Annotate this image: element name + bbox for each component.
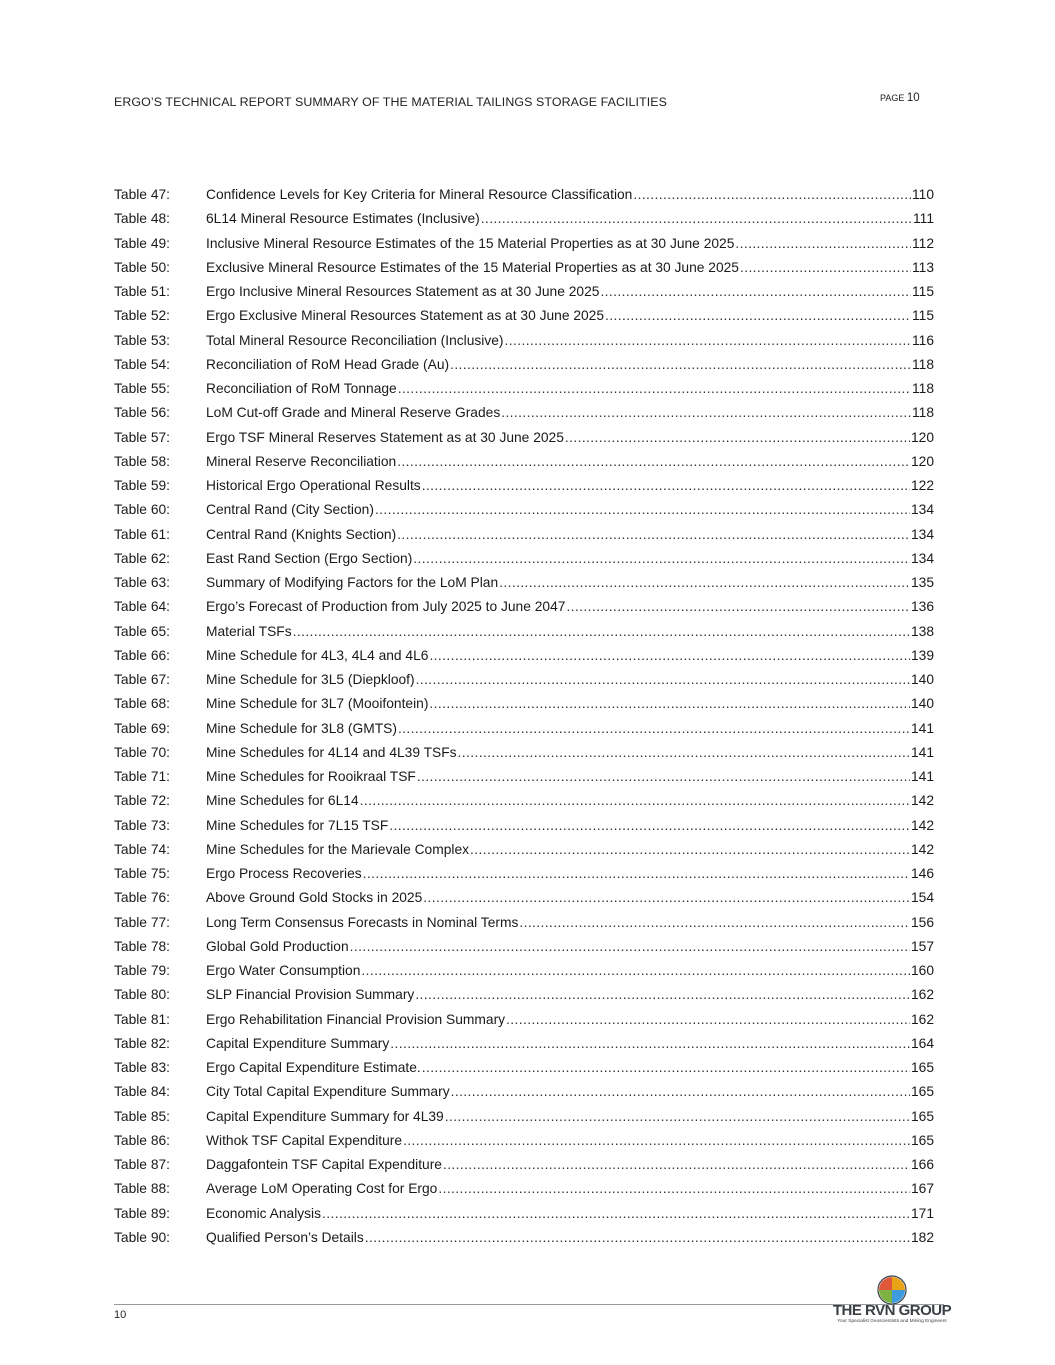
toc-entry-page: 140 [910, 696, 934, 712]
logo-mark-icon [877, 1275, 907, 1305]
toc-entry[interactable] [114, 644, 934, 668]
toc-entry[interactable] [114, 1129, 934, 1153]
toc-entry-page: 134 [910, 550, 934, 566]
toc-entry-title: Mine Schedules for the Marievale Complex [206, 841, 470, 857]
toc-entry-title: Reconciliation of RoM Tonnage [206, 381, 397, 396]
toc-entry-title: 6L14 Mineral Resource Estimates (Inclusive) [206, 211, 480, 227]
toc-entry[interactable] [114, 668, 934, 692]
toc-entry[interactable] [114, 1080, 934, 1104]
toc-entry-label: Table 51: [114, 284, 170, 299]
toc-entry[interactable] [114, 717, 934, 741]
toc-entry-page: 165 [910, 1060, 934, 1075]
toc-dot-leader [605, 304, 911, 328]
toc-entry-page: 166 [910, 1157, 934, 1172]
toc-entry[interactable] [114, 498, 934, 522]
toc-entry-page: 139 [910, 647, 934, 663]
toc-entry-page: 141 [910, 744, 934, 760]
toc-dot-leader [470, 838, 910, 862]
toc-entry[interactable] [114, 935, 934, 959]
toc-entry-title: Withok TSF Capital Expenditure [206, 1132, 403, 1148]
toc-entry-page: 142 [910, 793, 934, 809]
toc-entry[interactable] [114, 959, 934, 983]
toc-entry-title: Total Mineral Resource Reconciliation (Inclusive) [206, 332, 504, 348]
toc-entry-title: East Rand Section (Ergo Section) [206, 550, 413, 566]
toc-dot-leader [365, 1226, 910, 1250]
toc-entry-label: Table 71: [114, 769, 170, 784]
toc-entry-label: Table 82: [114, 1035, 170, 1051]
toc-dot-leader [360, 789, 910, 813]
toc-entry[interactable] [114, 377, 934, 401]
toc-entry-title: Daggafontein TSF Capital Expenditure [206, 1157, 442, 1172]
toc-entry-title: Mine Schedules for 6L14 [206, 793, 359, 809]
toc-entry[interactable] [114, 1008, 934, 1032]
toc-dot-leader [422, 1056, 910, 1080]
toc-entry-page: 165 [910, 1108, 934, 1124]
logo-wordmark: THE RVN GROUP [832, 1302, 952, 1319]
toc-entry-title: Qualified Person’s Details [206, 1229, 364, 1245]
toc-entry-title: Mine Schedules for Rooikraal TSF [206, 769, 416, 784]
toc-entry-page: 142 [910, 841, 934, 857]
toc-entry-label: Table 86: [114, 1132, 170, 1148]
toc-dot-leader [438, 1177, 910, 1201]
rvn-group-logo [832, 1275, 952, 1327]
toc-entry[interactable] [114, 571, 934, 595]
toc-entry-label: Table 60: [114, 502, 170, 518]
toc-entry-title: Ergo Rehabilitation Financial Provision Summary [206, 1011, 506, 1027]
toc-entry-title: Mine Schedule for 4L3, 4L4 and 4L6 [206, 647, 429, 663]
toc-entry-title: Ergo Process Recoveries [206, 866, 362, 881]
toc-dot-leader [481, 207, 912, 231]
toc-entry[interactable] [114, 911, 934, 935]
toc-entry-label: Table 84: [114, 1084, 170, 1100]
toc-entry-page: 141 [910, 769, 934, 784]
toc-entry-label: Table 68: [114, 696, 170, 712]
toc-entry-page: 165 [910, 1084, 934, 1100]
toc-entry-label: Table 57: [114, 429, 170, 445]
toc-dot-leader [499, 571, 910, 595]
toc-entry-label: Table 56: [114, 405, 170, 421]
toc-entry[interactable] [114, 1177, 934, 1201]
toc-dot-leader [417, 765, 910, 789]
toc-entry-title: Above Ground Gold Stocks in 2025 [206, 890, 423, 906]
toc-dot-leader [451, 1080, 910, 1104]
toc-dot-leader [413, 547, 910, 571]
header-page-number: 10 [906, 92, 920, 104]
toc-entry-label: Table 61: [114, 526, 170, 542]
toc-dot-leader [293, 620, 910, 644]
toc-entry[interactable] [114, 450, 934, 474]
toc-entry-page: 118 [912, 381, 934, 396]
toc-dot-leader [735, 232, 911, 256]
toc-dot-leader [429, 692, 910, 716]
toc-entry-label: Table 65: [114, 623, 170, 639]
toc-entry-title: Inclusive Mineral Resource Estimates of the 15 Material Properties as at 30 June 2025 [206, 235, 735, 251]
toc-entry-label: Table 81: [114, 1011, 170, 1027]
toc-entry-label: Table 76: [114, 890, 170, 906]
toc-entry-title: Long Term Consensus Forecasts in Nominal Terms [206, 914, 519, 930]
toc-entry-page: 142 [910, 817, 934, 833]
toc-entry-title: Ergo TSF Mineral Reserves Statement as at 30 June 2025 [206, 429, 564, 445]
toc-entry-title: Ergo Capital Expenditure Estimate. [206, 1060, 421, 1075]
toc-entry[interactable] [114, 983, 934, 1007]
toc-entry-page: 141 [910, 720, 934, 736]
toc-entry-label: Table 75: [114, 866, 170, 881]
toc-dot-leader [363, 862, 910, 886]
toc-entry-page: 165 [910, 1132, 934, 1148]
toc-entry-page: 157 [910, 938, 934, 954]
toc-entry-title: SLP Financial Provision Summary [206, 987, 415, 1003]
page-word: PAGE [880, 93, 905, 103]
toc-entry-title: Mine Schedule for 3L8 (GMTS) [206, 720, 397, 736]
toc-entry-label: Table 47: [114, 187, 170, 202]
report-header-title: ERGO’S TECHNICAL REPORT SUMMARY OF THE MATERIAL TAILINGS STORAGE FACILITIES [114, 95, 668, 109]
toc-entry-page: 162 [910, 987, 934, 1003]
toc-dot-leader [375, 498, 910, 522]
toc-dot-leader [361, 959, 910, 983]
toc-entry-page: 111 [913, 211, 934, 227]
toc-entry-title: Reconciliation of RoM Head Grade (Au) [206, 356, 450, 372]
toc-entry[interactable] [114, 1032, 934, 1056]
toc-entry-label: Table 90: [114, 1229, 170, 1245]
toc-entry-label: Table 53: [114, 332, 170, 348]
header-page-label [880, 92, 920, 104]
toc-entry[interactable] [114, 523, 934, 547]
toc-entry[interactable] [114, 474, 934, 498]
toc-entry-page: 146 [910, 866, 934, 881]
toc-entry-title: Mine Schedules for 4L14 and 4L39 TSFs [206, 744, 457, 760]
toc-dot-leader [600, 280, 911, 304]
toc-entry[interactable] [114, 329, 934, 353]
toc-entry-page: 160 [910, 963, 934, 978]
toc-dot-leader [398, 717, 910, 741]
toc-entry-title: Mine Schedule for 3L5 (Diepkloof) [206, 672, 415, 687]
toc-dot-leader [397, 523, 910, 547]
toc-entry-title: Ergo Inclusive Mineral Resources Statement as at 30 June 2025 [206, 284, 600, 299]
toc-entry-page: 120 [910, 429, 934, 445]
toc-entry-page: 120 [910, 453, 934, 469]
toc-entry-page: 164 [910, 1035, 934, 1051]
toc-entry-title: Capital Expenditure Summary [206, 1035, 390, 1051]
toc-dot-leader [397, 450, 910, 474]
toc-entry[interactable] [114, 547, 934, 571]
toc-entry-page: 118 [912, 405, 934, 421]
toc-entry[interactable] [114, 886, 934, 910]
toc-entry-label: Table 83: [114, 1060, 170, 1075]
toc-entry[interactable] [114, 765, 934, 789]
toc-entry-label: Table 69: [114, 720, 170, 736]
toc-entry[interactable] [114, 789, 934, 813]
toc-entry-label: Table 80: [114, 987, 170, 1003]
toc-dot-leader [445, 1105, 910, 1129]
toc-entry-title: Exclusive Mineral Resource Estimates of the 15 Material Properties as at 30 June 2025 [206, 259, 739, 275]
toc-entry[interactable] [114, 232, 934, 256]
toc-entry-title: Mineral Reserve Reconciliation [206, 453, 397, 469]
toc-entry-page: 138 [910, 623, 934, 639]
toc-entry[interactable] [114, 692, 934, 716]
toc-entry-title: Economic Analysis [206, 1205, 322, 1221]
toc-dot-leader [519, 911, 910, 935]
toc-entry-page: 154 [910, 890, 934, 906]
toc-entry-label: Table 49: [114, 235, 170, 251]
toc-entry[interactable] [114, 353, 934, 377]
toc-dot-leader [390, 1032, 910, 1056]
toc-entry[interactable] [114, 1105, 934, 1129]
toc-entry[interactable] [114, 1202, 934, 1226]
toc-entry-page: 156 [910, 914, 934, 930]
toc-entry[interactable] [114, 280, 934, 304]
toc-entry[interactable] [114, 401, 934, 425]
toc-entry-page: 136 [910, 599, 934, 615]
toc-entry-title: Global Gold Production [206, 938, 349, 954]
toc-entry-page: 116 [912, 332, 934, 348]
toc-dot-leader [389, 814, 910, 838]
toc-dot-leader [505, 329, 911, 353]
toc-dot-leader [422, 474, 910, 498]
toc-dot-leader [450, 353, 911, 377]
toc-dot-leader [322, 1202, 910, 1226]
toc-entry[interactable] [114, 595, 934, 619]
toc-entry-label: Table 73: [114, 817, 170, 833]
toc-entry-title: Summary of Modifying Factors for the LoM Plan [206, 575, 499, 590]
toc-entry-label: Table 88: [114, 1181, 170, 1197]
toc-dot-leader [416, 668, 910, 692]
toc-entry-title: Central Rand (City Section) [206, 502, 374, 518]
toc-entry[interactable] [114, 620, 934, 644]
toc-entry-title: Central Rand (Knights Section) [206, 526, 397, 542]
toc-dot-leader [398, 377, 911, 401]
toc-entry-label: Table 67: [114, 672, 170, 687]
toc-entry[interactable] [114, 1056, 934, 1080]
toc-entry[interactable] [114, 304, 934, 328]
toc-dot-leader [501, 401, 911, 425]
toc-entry[interactable] [114, 207, 934, 231]
toc-entry-page: 112 [912, 235, 934, 251]
toc-entry-page: 122 [910, 478, 934, 493]
toc-entry-title: LoM Cut-off Grade and Mineral Reserve Grades [206, 405, 501, 421]
toc-entry-label: Table 79: [114, 963, 170, 978]
toc-entry-page: 167 [910, 1181, 934, 1197]
toc-entry-title: Ergo’s Forecast of Production from July 2025 to June 2047 [206, 599, 566, 615]
toc-entry[interactable] [114, 814, 934, 838]
toc-dot-leader [350, 935, 910, 959]
toc-dot-leader [415, 983, 910, 1007]
toc-dot-leader [506, 1008, 910, 1032]
toc-entry-label: Table 55: [114, 381, 170, 396]
toc-entry-label: Table 59: [114, 478, 170, 493]
toc-dot-leader [740, 256, 911, 280]
toc-entry-label: Table 54: [114, 356, 170, 372]
toc-dot-leader [429, 644, 910, 668]
toc-entry-title: Ergo Exclusive Mineral Resources Statement as at 30 June 2025 [206, 308, 605, 324]
toc-entry-label: Table 87: [114, 1157, 170, 1172]
toc-entry-title: Capital Expenditure Summary for 4L39 [206, 1108, 444, 1124]
toc-entry-label: Table 48: [114, 211, 170, 227]
toc-entry-title: Material TSFs [206, 623, 292, 639]
toc-entry-page: 110 [912, 187, 934, 202]
toc-entry-page: 115 [912, 308, 934, 324]
toc-entry-label: Table 78: [114, 938, 170, 954]
toc-entry-title: Historical Ergo Operational Results [206, 478, 421, 493]
list-of-tables [114, 183, 934, 1250]
toc-entry[interactable] [114, 426, 934, 450]
toc-entry[interactable] [114, 256, 934, 280]
toc-entry-title: Mine Schedule for 3L7 (Mooifontein) [206, 696, 429, 712]
toc-entry-page: 182 [910, 1229, 934, 1245]
toc-entry-page: 140 [910, 672, 934, 687]
toc-dot-leader [633, 183, 911, 207]
toc-entry-page: 171 [910, 1205, 934, 1221]
toc-entry-page: 162 [910, 1011, 934, 1027]
toc-entry-page: 134 [910, 502, 934, 518]
toc-entry-title: City Total Capital Expenditure Summary [206, 1084, 450, 1100]
toc-dot-leader [423, 886, 910, 910]
toc-entry[interactable] [114, 838, 934, 862]
toc-entry-page: 134 [910, 526, 934, 542]
toc-entry[interactable] [114, 862, 934, 886]
toc-entry-label: Table 66: [114, 647, 170, 663]
toc-entry[interactable] [114, 1226, 934, 1250]
toc-dot-leader [443, 1153, 910, 1177]
toc-entry-label: Table 70: [114, 744, 170, 760]
toc-entry-page: 115 [912, 284, 934, 299]
toc-entry-label: Table 74: [114, 841, 170, 857]
toc-entry-label: Table 72: [114, 793, 170, 809]
toc-entry-title: Average LoM Operating Cost for Ergo [206, 1181, 438, 1197]
toc-entry-label: Table 58: [114, 453, 170, 469]
toc-entry[interactable] [114, 183, 934, 207]
toc-dot-leader [458, 741, 910, 765]
toc-dot-leader [566, 595, 910, 619]
toc-entry-page: 113 [912, 259, 934, 275]
toc-entry[interactable] [114, 1153, 934, 1177]
toc-entry-title: Confidence Levels for Key Criteria for Mineral Resource Classification [206, 187, 633, 202]
toc-entry-label: Table 85: [114, 1108, 170, 1124]
toc-dot-leader [403, 1129, 910, 1153]
toc-entry[interactable] [114, 741, 934, 765]
toc-entry-label: Table 77: [114, 914, 170, 930]
toc-entry-label: Table 62: [114, 550, 170, 566]
footer-divider [114, 1304, 944, 1305]
footer-page-number: 10 [114, 1309, 127, 1321]
toc-entry-page: 118 [912, 356, 934, 372]
toc-entry-page: 135 [910, 575, 934, 590]
toc-entry-label: Table 63: [114, 575, 170, 590]
toc-entry-title: Mine Schedules for 7L15 TSF [206, 817, 389, 833]
toc-entry-label: Table 89: [114, 1205, 170, 1221]
toc-entry-title: Ergo Water Consumption [206, 963, 361, 978]
toc-dot-leader [565, 426, 910, 450]
toc-entry-label: Table 64: [114, 599, 170, 615]
toc-entry-label: Table 52: [114, 308, 170, 324]
logo-tagline: Your Specialist Geoscientists and Mining Engineers [837, 1319, 947, 1324]
toc-entry-label: Table 50: [114, 259, 170, 275]
